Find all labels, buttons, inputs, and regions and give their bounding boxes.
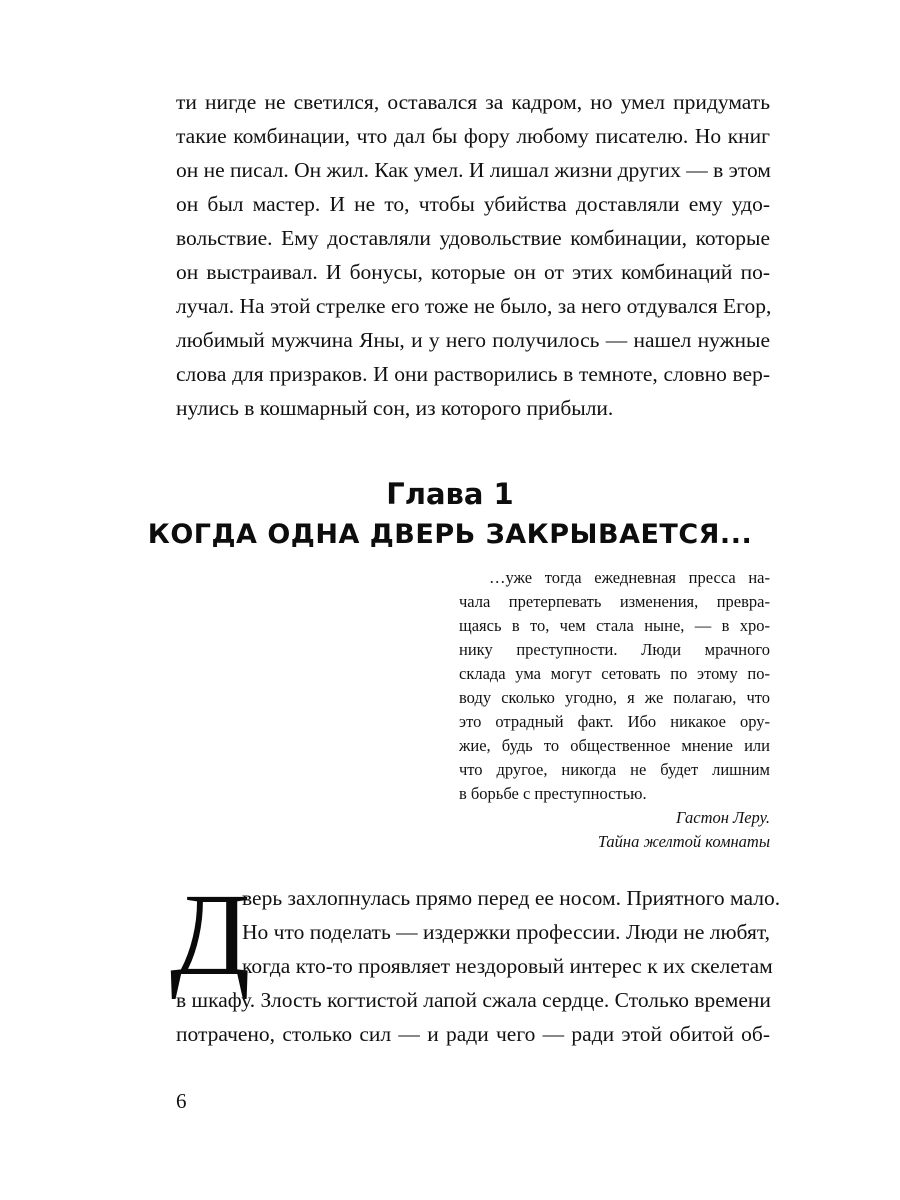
text-line: он не писал. Он жил. Как умел. И лишал жизни других — в этом [176, 158, 771, 182]
epigraph-line: это отрадный факт. Ибо никакое ору- [459, 712, 770, 731]
chapter-number: Глава 1 [386, 477, 514, 511]
epigraph-source: Тайна желтой комнаты [597, 832, 770, 851]
epigraph-line: нику преступности. Люди мрачного [459, 640, 770, 659]
text-line: лучал. На этой стрелке его тоже не было, за него отдувался Егор, [176, 294, 772, 318]
text-line: слова для призраков. И они растворились в темноте, словно вер- [176, 362, 770, 386]
text-line: нулись в кошмарный сон, из которого прибыли. [176, 396, 614, 420]
text-line: он выстраивал. И бонусы, которые он от этих комбинаций по- [176, 260, 770, 284]
page-number: 6 [176, 1089, 187, 1113]
epigraph-line: в борьбе с преступностью. [459, 784, 647, 803]
drop-cap: Д [170, 869, 251, 1000]
text-line: ти нигде не светился, оставался за кадром, но умел придумать [176, 90, 770, 114]
text-line: такие комбинации, что дал бы фору любому писателю. Но книг [176, 124, 770, 148]
epigraph-line: жие, будь то общественное мнение или [459, 736, 770, 755]
epigraph-line: склада ума могут сетовать по этому по- [459, 664, 770, 683]
text-line: любимый мужчина Яны, и у него получилось — нашел нужные [176, 328, 770, 352]
epigraph-line: …уже тогда ежедневная пресса на- [489, 568, 770, 587]
epigraph-line: чала претерпевать изменения, превра- [459, 592, 770, 611]
text-line: когда кто-то проявляет нездоровый интерес к их скелетам [242, 954, 773, 978]
chapter-title: КОГДА ОДНА ДВЕРЬ ЗАКРЫВАЕТСЯ... [147, 519, 753, 550]
text-line: верь захлопнулась прямо перед ее носом. Приятного мало. [242, 886, 781, 910]
epigraph-line: щаясь в то, чем стала ныне, — в хро- [459, 616, 770, 635]
text-line: Но что поделать — издержки профессии. Люди не любят, [242, 920, 770, 944]
epigraph-author: Гастон Леру. [676, 808, 770, 827]
text-line: вольствие. Ему доставляли удовольствие комбинации, которые [176, 226, 770, 250]
text-line: в шкафу. Злость когтистой лапой сжала сердце. Столько времени [176, 988, 771, 1012]
epigraph-line: воду сколько угодно, я же полагаю, что [459, 688, 770, 707]
epigraph-line: что другое, никогда не будет лишним [459, 760, 770, 779]
text-line: потрачено, столько сил — и ради чего — ради этой обитой об- [176, 1022, 770, 1046]
text-line: он был мастер. И не то, чтобы убийства доставляли ему удо- [176, 192, 770, 216]
